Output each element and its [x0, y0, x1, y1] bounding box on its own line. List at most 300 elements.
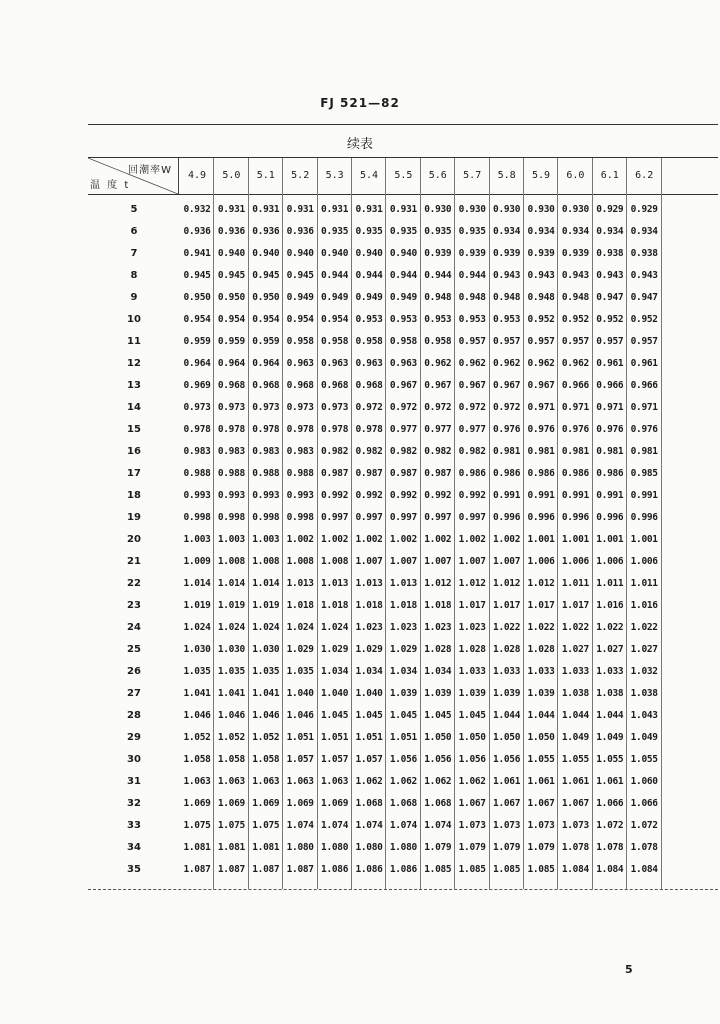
table-cell: 1.030: [183, 644, 211, 655]
table-cell: 0.934: [630, 226, 658, 237]
table-cell: 1.046: [183, 710, 211, 721]
table-cell: 1.018: [321, 600, 349, 611]
table-cell: 1.002: [424, 534, 452, 545]
row-temperature: 6: [130, 226, 138, 237]
table-cell: 0.996: [561, 512, 589, 523]
table-cell: 1.013: [286, 578, 314, 589]
table-cell: 1.007: [389, 556, 417, 567]
table-caption: 续表: [346, 137, 373, 152]
column-divider: [248, 158, 249, 889]
table-cell: 1.087: [183, 864, 211, 875]
table-cell: 1.012: [493, 578, 521, 589]
table-cell: 0.961: [596, 358, 624, 369]
table-cell: 1.061: [527, 776, 555, 787]
table-cell: 1.056: [389, 754, 417, 765]
table-cell: 1.072: [630, 820, 658, 831]
table-row: [88, 617, 718, 639]
row-temperature: 23: [127, 600, 141, 611]
table-cell: 0.945: [183, 270, 211, 281]
table-cell: 0.957: [458, 336, 486, 347]
table-cell: 0.958: [321, 336, 349, 347]
table-cell: 1.075: [217, 820, 245, 831]
table-cell: 0.940: [389, 248, 417, 259]
table-cell: 0.961: [630, 358, 658, 369]
table-row: [88, 683, 718, 705]
table-cell: 1.029: [389, 644, 417, 655]
table-cell: 1.068: [424, 798, 452, 809]
column-divider: [317, 158, 318, 889]
table-cell: 1.018: [424, 600, 452, 611]
table-row: [88, 375, 718, 397]
table-cell: 1.051: [389, 732, 417, 743]
table-cell: 1.001: [630, 534, 658, 545]
table-cell: 0.947: [630, 292, 658, 303]
table-cell: 1.002: [355, 534, 383, 545]
table-cell: 1.003: [183, 534, 211, 545]
table-cell: 0.996: [527, 512, 555, 523]
table-cell: 1.011: [561, 578, 589, 589]
table-cell: 0.957: [527, 336, 555, 347]
table-cell: 1.029: [286, 644, 314, 655]
table-cell: 1.044: [596, 710, 624, 721]
table-cell: 1.061: [561, 776, 589, 787]
table-cell: 0.987: [355, 468, 383, 479]
table-cell: 1.027: [561, 644, 589, 655]
table-cell: 1.046: [217, 710, 245, 721]
table-cell: 0.991: [561, 490, 589, 501]
table-cell: 0.953: [355, 314, 383, 325]
column-divider: [557, 158, 558, 889]
table-cell: 0.953: [424, 314, 452, 325]
column-header: 5.4: [359, 170, 379, 181]
table-cell: 1.051: [286, 732, 314, 743]
table-cell: 0.929: [596, 204, 624, 215]
table-cell: 1.033: [493, 666, 521, 677]
table-cell: 1.038: [630, 688, 658, 699]
table-cell: 1.056: [424, 754, 452, 765]
table-cell: 0.968: [286, 380, 314, 391]
table-cell: 1.049: [596, 732, 624, 743]
table-cell: 1.073: [493, 820, 521, 831]
column-header: 5.5: [394, 170, 413, 181]
row-temperature: 5: [130, 204, 138, 215]
table-cell: 1.038: [596, 688, 624, 699]
table-row: [88, 573, 718, 595]
table-cell: 1.050: [527, 732, 555, 743]
table-cell: 1.013: [389, 578, 417, 589]
table-cell: 0.930: [527, 204, 555, 215]
table-cell: 0.948: [458, 292, 486, 303]
table-cell: 1.074: [389, 820, 417, 831]
table-row: [88, 331, 718, 353]
table-cell: 0.944: [321, 270, 349, 281]
table-cell: 1.034: [389, 666, 417, 677]
table-cell: 1.056: [493, 754, 521, 765]
table-cell: 0.959: [217, 336, 245, 347]
column-divider: [523, 158, 524, 889]
table-cell: 1.087: [286, 864, 314, 875]
row-temperature: 21: [127, 556, 141, 567]
table-cell: 1.073: [561, 820, 589, 831]
table-cell: 0.976: [630, 424, 658, 435]
table-cell: 0.962: [527, 358, 555, 369]
table-cell: 1.080: [286, 842, 314, 853]
table-cell: 1.067: [527, 798, 555, 809]
table-row: [88, 551, 718, 573]
table-cell: 1.007: [458, 556, 486, 567]
table-cell: 0.959: [183, 336, 211, 347]
table-cell: 1.045: [389, 710, 417, 721]
table-cell: 0.981: [561, 446, 589, 457]
table-cell: 0.940: [252, 248, 280, 259]
table-cell: 0.993: [183, 490, 211, 501]
table-cell: 0.992: [389, 490, 417, 501]
table-cell: 1.023: [355, 622, 383, 633]
table-cell: 1.035: [252, 666, 280, 677]
table-cell: 1.017: [527, 600, 555, 611]
table-cell: 0.996: [493, 512, 521, 523]
table-cell: 0.958: [355, 336, 383, 347]
table-cell: 0.993: [252, 490, 280, 501]
table-cell: 1.052: [252, 732, 280, 743]
table-cell: 0.940: [286, 248, 314, 259]
table-cell: 0.943: [630, 270, 658, 281]
table-cell: 1.049: [561, 732, 589, 743]
table-row: [88, 749, 718, 771]
table-cell: 0.948: [424, 292, 452, 303]
table-cell: 0.952: [630, 314, 658, 325]
table-cell: 0.986: [458, 468, 486, 479]
table-cell: 1.069: [217, 798, 245, 809]
table-cell: 1.033: [596, 666, 624, 677]
table-cell: 0.953: [389, 314, 417, 325]
table-cell: 0.997: [355, 512, 383, 523]
table-cell: 1.057: [286, 754, 314, 765]
table-cell: 0.958: [286, 336, 314, 347]
table-cell: 1.049: [630, 732, 658, 743]
column-header: 5.2: [291, 170, 310, 181]
table-cell: 0.957: [493, 336, 521, 347]
table-cell: 1.012: [424, 578, 452, 589]
table-cell: 1.027: [596, 644, 624, 655]
table-cell: 0.973: [252, 402, 280, 413]
row-temperature: 18: [127, 490, 141, 501]
table-cell: 1.002: [286, 534, 314, 545]
table-cell: 0.935: [458, 226, 486, 237]
table-cell: 1.063: [286, 776, 314, 787]
table-cell: 0.997: [321, 512, 349, 523]
column-header: 6.2: [635, 170, 654, 181]
table-cell: 1.011: [596, 578, 624, 589]
table-cell: 0.957: [561, 336, 589, 347]
table-cell: 1.085: [458, 864, 486, 875]
table-cell: 1.041: [252, 688, 280, 699]
table-row: [88, 837, 718, 859]
column-divider: [592, 158, 593, 889]
table-cell: 1.079: [458, 842, 486, 853]
table-cell: 0.982: [389, 446, 417, 457]
table-cell: 1.038: [561, 688, 589, 699]
table-cell: 1.079: [527, 842, 555, 853]
table-cell: 0.982: [355, 446, 383, 457]
table-cell: 1.081: [183, 842, 211, 853]
table-cell: 1.085: [493, 864, 521, 875]
table-row: [88, 419, 718, 441]
page-number: 5: [625, 963, 633, 976]
column-divider: [351, 158, 352, 889]
table-cell: 1.057: [355, 754, 383, 765]
table-cell: 1.039: [424, 688, 452, 699]
table-cell: 1.085: [527, 864, 555, 875]
table-cell: 0.940: [217, 248, 245, 259]
table-cell: 0.985: [630, 468, 658, 479]
table-cell: 0.966: [630, 380, 658, 391]
table-cell: 1.067: [493, 798, 521, 809]
table-cell: 0.958: [424, 336, 452, 347]
table-cell: 1.086: [321, 864, 349, 875]
table-cell: 0.971: [527, 402, 555, 413]
table-cell: 0.939: [527, 248, 555, 259]
table-cell: 0.981: [493, 446, 521, 457]
column-divider: [385, 158, 386, 889]
table-cell: 0.930: [493, 204, 521, 215]
table-cell: 1.013: [321, 578, 349, 589]
table-cell: 0.983: [217, 446, 245, 457]
table-cell: 0.943: [493, 270, 521, 281]
table-cell: 0.991: [527, 490, 555, 501]
table-cell: 1.073: [458, 820, 486, 831]
table-row: [88, 485, 718, 507]
table-row: [88, 507, 718, 529]
table-cell: 1.069: [321, 798, 349, 809]
table-cell: 1.046: [252, 710, 280, 721]
table-cell: 0.992: [458, 490, 486, 501]
table-cell: 0.983: [183, 446, 211, 457]
table-row: [88, 815, 718, 837]
table-cell: 0.997: [424, 512, 452, 523]
table-cell: 1.046: [286, 710, 314, 721]
table-cell: 0.950: [183, 292, 211, 303]
table-cell: 1.018: [286, 600, 314, 611]
table-cell: 1.069: [183, 798, 211, 809]
column-divider: [489, 158, 490, 889]
table-cell: 1.035: [217, 666, 245, 677]
table-cell: 0.935: [389, 226, 417, 237]
table-cell: 1.002: [458, 534, 486, 545]
column-header: 5.6: [428, 170, 447, 181]
table-row: [88, 287, 718, 309]
table-cell: 0.930: [458, 204, 486, 215]
table-row: [88, 661, 718, 683]
table-cell: 1.006: [630, 556, 658, 567]
row-temperature: 30: [127, 754, 141, 765]
table-cell: 1.081: [217, 842, 245, 853]
table-cell: 0.957: [630, 336, 658, 347]
row-temperature: 16: [127, 446, 141, 457]
table-cell: 0.952: [596, 314, 624, 325]
table-cell: 0.992: [355, 490, 383, 501]
table-cell: 0.944: [458, 270, 486, 281]
table-cell: 0.932: [183, 204, 211, 215]
table-cell: 0.949: [321, 292, 349, 303]
table-cell: 0.997: [458, 512, 486, 523]
table-cell: 1.033: [458, 666, 486, 677]
table-cell: 0.971: [561, 402, 589, 413]
column-axis-label: 回潮率W: [128, 165, 172, 176]
table-cell: 1.012: [527, 578, 555, 589]
table-cell: 0.966: [561, 380, 589, 391]
table-cell: 0.987: [424, 468, 452, 479]
table-cell: 1.003: [217, 534, 245, 545]
table-cell: 1.024: [286, 622, 314, 633]
table-cell: 1.009: [183, 556, 211, 567]
table-cell: 1.008: [217, 556, 245, 567]
row-temperature: 31: [127, 776, 141, 787]
table-cell: 0.977: [424, 424, 452, 435]
table-cell: 1.002: [321, 534, 349, 545]
table-cell: 1.019: [252, 600, 280, 611]
table-cell: 0.998: [252, 512, 280, 523]
table-cell: 1.057: [321, 754, 349, 765]
table-cell: 1.055: [561, 754, 589, 765]
table-cell: 1.075: [183, 820, 211, 831]
table-cell: 0.968: [217, 380, 245, 391]
table-cell: 1.073: [527, 820, 555, 831]
row-temperature: 15: [127, 424, 141, 435]
table-cell: 1.029: [355, 644, 383, 655]
table-cell: 1.023: [458, 622, 486, 633]
table-cell: 1.028: [527, 644, 555, 655]
table-cell: 1.072: [596, 820, 624, 831]
table-cell: 0.982: [424, 446, 452, 457]
table-cell: 0.964: [217, 358, 245, 369]
table-cell: 1.068: [389, 798, 417, 809]
table-cell: 1.045: [355, 710, 383, 721]
table-cell: 1.068: [355, 798, 383, 809]
table-cell: 1.078: [596, 842, 624, 853]
table-cell: 1.051: [321, 732, 349, 743]
table-cell: 0.938: [596, 248, 624, 259]
table-cell: 0.953: [458, 314, 486, 325]
table-cell: 1.080: [355, 842, 383, 853]
table-cell: 0.954: [321, 314, 349, 325]
table-row: [88, 463, 718, 485]
row-temperature: 7: [130, 248, 138, 259]
table-cell: 1.063: [252, 776, 280, 787]
row-temperature: 19: [127, 512, 141, 523]
table-cell: 1.062: [389, 776, 417, 787]
table-cell: 0.943: [561, 270, 589, 281]
table-cell: 0.964: [183, 358, 211, 369]
table-cell: 1.022: [527, 622, 555, 633]
table-cell: 0.991: [596, 490, 624, 501]
row-temperature: 10: [127, 314, 141, 325]
row-temperature: 20: [127, 534, 141, 545]
table-cell: 1.001: [527, 534, 555, 545]
table-cell: 1.040: [321, 688, 349, 699]
table-cell: 1.016: [630, 600, 658, 611]
table-cell: 0.998: [286, 512, 314, 523]
table-cell: 1.007: [424, 556, 452, 567]
table-cell: 1.033: [561, 666, 589, 677]
column-header: 5.3: [325, 170, 344, 181]
table-cell: 0.967: [458, 380, 486, 391]
table-cell: 0.938: [630, 248, 658, 259]
table-row: [88, 441, 718, 463]
table-cell: 1.086: [355, 864, 383, 875]
table-row: [88, 771, 718, 793]
table-cell: 0.973: [286, 402, 314, 413]
table-cell: 0.939: [493, 248, 521, 259]
row-temperature: 25: [127, 644, 141, 655]
table-cell: 0.954: [217, 314, 245, 325]
table-cell: 1.007: [493, 556, 521, 567]
table-cell: 0.931: [355, 204, 383, 215]
table-cell: 1.061: [596, 776, 624, 787]
table-cell: 0.947: [596, 292, 624, 303]
table-cell: 1.032: [630, 666, 658, 677]
table-row: [88, 243, 718, 265]
table-cell: 0.931: [321, 204, 349, 215]
table-cell: 0.972: [389, 402, 417, 413]
table-cell: 0.954: [183, 314, 211, 325]
row-temperature: 12: [127, 358, 141, 369]
column-divider: [282, 158, 283, 889]
table-cell: 0.949: [355, 292, 383, 303]
row-temperature: 27: [127, 688, 141, 699]
table-cell: 0.959: [252, 336, 280, 347]
table-cell: 1.066: [596, 798, 624, 809]
table-cell: 1.001: [596, 534, 624, 545]
table-cell: 0.940: [321, 248, 349, 259]
column-header: 6.0: [566, 170, 585, 181]
table-cell: 1.079: [424, 842, 452, 853]
table-cell: 1.007: [355, 556, 383, 567]
table-cell: 1.002: [493, 534, 521, 545]
table-cell: 1.016: [596, 600, 624, 611]
table-cell: 1.045: [424, 710, 452, 721]
table-cell: 1.035: [286, 666, 314, 677]
table-cell: 1.078: [630, 842, 658, 853]
table-cell: 1.062: [355, 776, 383, 787]
table-row: [88, 727, 718, 749]
table-cell: 1.079: [493, 842, 521, 853]
table-cell: 0.988: [252, 468, 280, 479]
table-cell: 0.997: [389, 512, 417, 523]
table-cell: 0.940: [355, 248, 383, 259]
table-cell: 1.044: [527, 710, 555, 721]
row-temperature: 26: [127, 666, 141, 677]
table-cell: 0.983: [286, 446, 314, 457]
table-cell: 0.981: [596, 446, 624, 457]
table-cell: 1.014: [217, 578, 245, 589]
table-cell: 1.035: [183, 666, 211, 677]
table-cell: 1.067: [458, 798, 486, 809]
table-cell: 1.008: [286, 556, 314, 567]
table-cell: 0.944: [424, 270, 452, 281]
table-cell: 1.044: [493, 710, 521, 721]
table-cell: 0.967: [389, 380, 417, 391]
table-cell: 0.934: [527, 226, 555, 237]
corner-cell: [88, 158, 179, 194]
table-cell: 0.935: [355, 226, 383, 237]
table-cell: 0.953: [493, 314, 521, 325]
table-cell: 0.998: [183, 512, 211, 523]
table-cell: 0.978: [252, 424, 280, 435]
table-cell: 1.055: [527, 754, 555, 765]
table-cell: 0.968: [321, 380, 349, 391]
top-rule: [88, 124, 718, 125]
